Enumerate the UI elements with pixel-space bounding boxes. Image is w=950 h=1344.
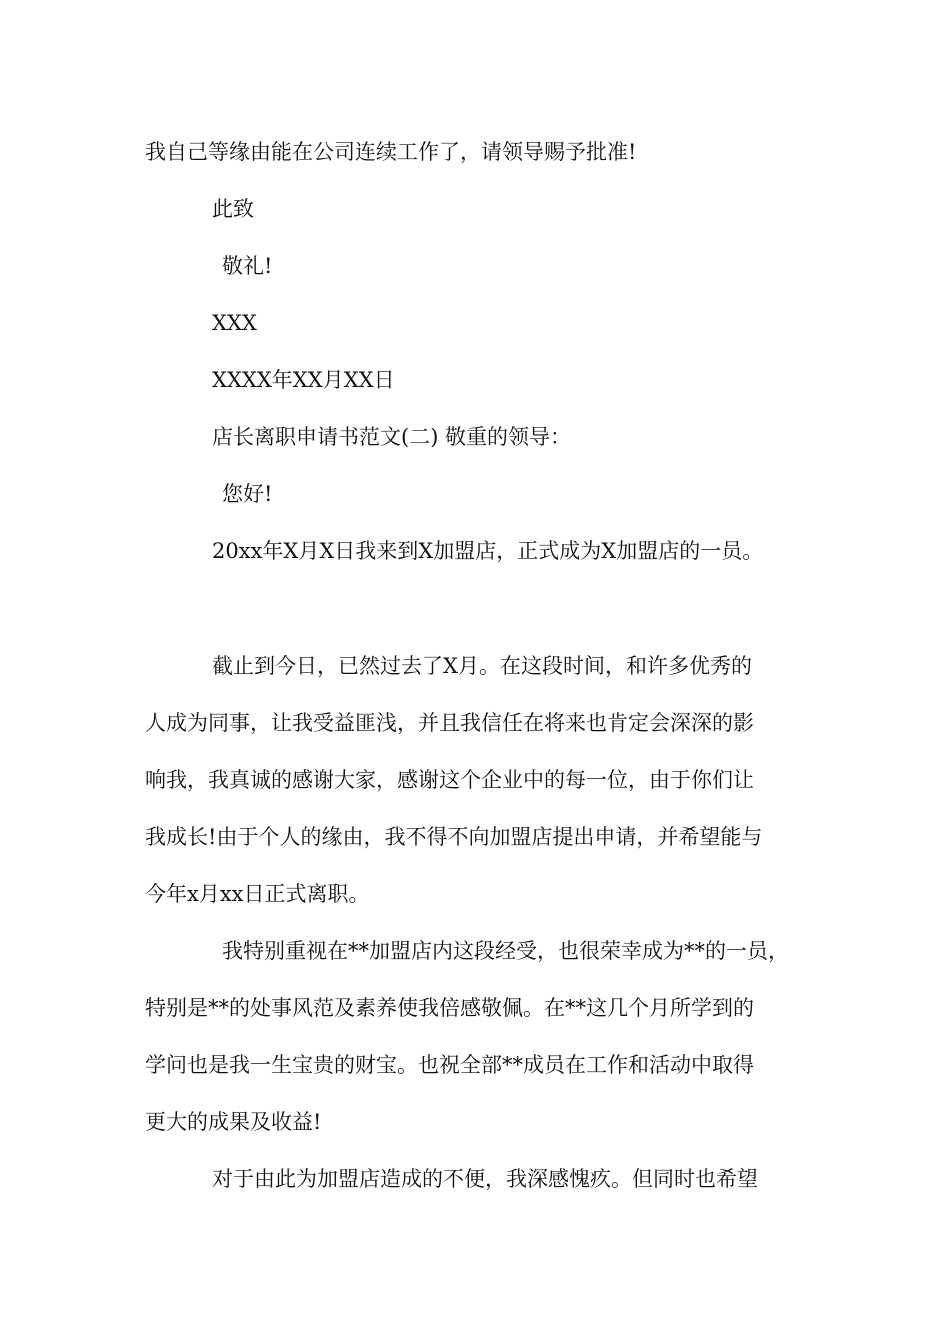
text-line: 截止到今日，已然过去了X月。在这段时间，和许多优秀的 (212, 654, 752, 678)
text-line: 人成为同事，让我受益匪浅，并且我信任在将来也肯定会深深的影 (145, 711, 754, 735)
text-line: 响我，我真诚的感谢大家，感谢这个企业中的每一位，由于你们让 (145, 768, 754, 792)
text-line: 我成长!由于个人的缘由，我不得不向加盟店提出申请，并希望能与 (145, 825, 763, 849)
text-line: 今年x月xx日正式离职。 (145, 882, 370, 906)
text-line: 20xx年X月X日我来到X加盟店，正式成为X加盟店的一员。 (212, 539, 764, 563)
greeting: 您好! (222, 482, 273, 506)
text-line: 我自己等缘由能在公司连续工作了，请领导赐予批准! (145, 140, 637, 164)
closing-salutation: 此致 (212, 197, 254, 221)
signature-date: XXXX年XX月XX日 (212, 368, 395, 392)
text-line: 我特别重视在**加盟店内这段经受，也很荣幸成为**的一员， (222, 939, 789, 963)
text-line: 学问也是我一生宝贵的财宝。也祝全部**成员在工作和活动中取得 (145, 1053, 754, 1077)
closing-regards: 敬礼! (222, 254, 273, 278)
text-line: 特别是**的处事风范及素养使我倍感敬佩。在**这几个月所学到的 (145, 996, 754, 1020)
signature-name: XXX (212, 311, 257, 335)
text-line: 更大的成果及收益! (145, 1110, 322, 1134)
section-heading: 店长离职申请书范文(二) 敬重的领导： (212, 425, 572, 449)
text-line: 对于由此为加盟店造成的不便，我深感愧疚。但同时也希望 (212, 1167, 758, 1191)
